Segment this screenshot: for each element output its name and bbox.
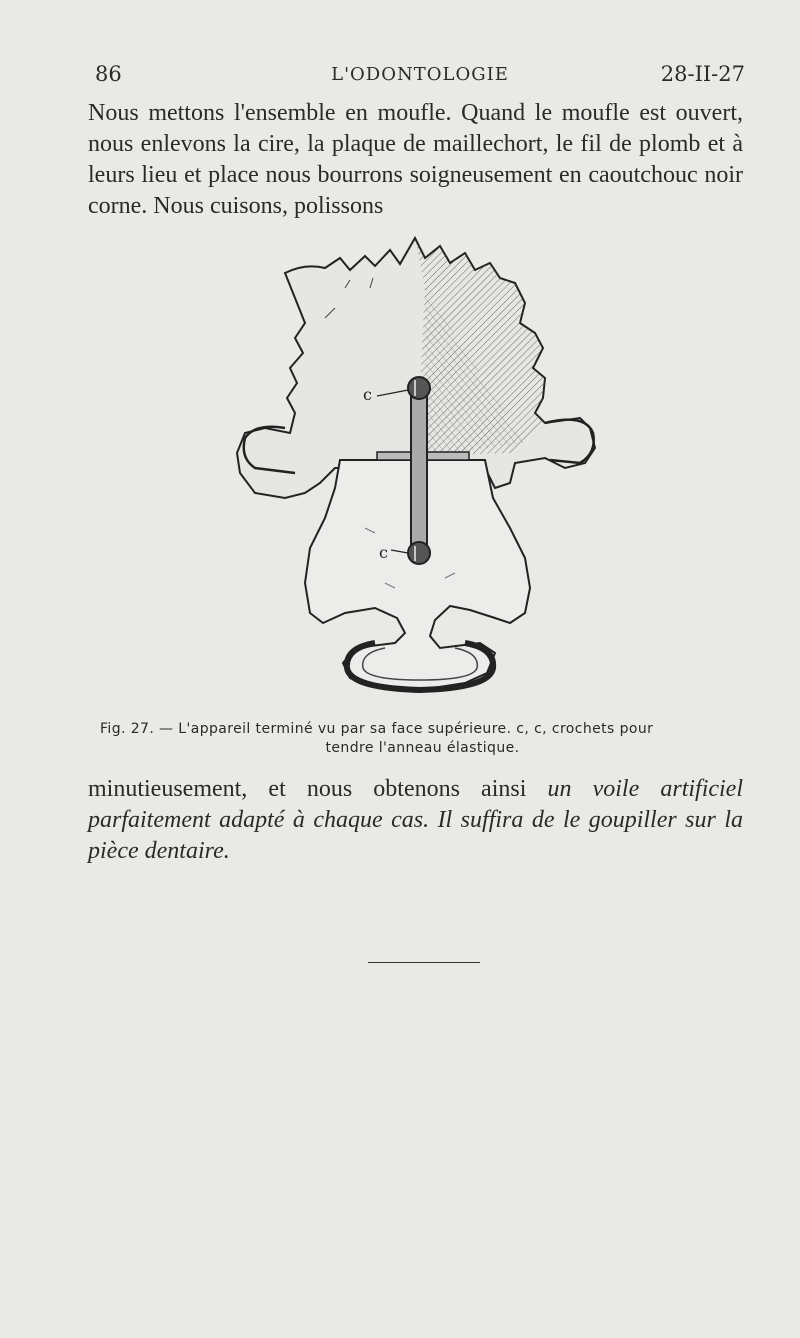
- page-number: 86: [95, 62, 122, 86]
- figure-label: Fig. 27.: [100, 721, 155, 737]
- label-c-top: c: [363, 385, 372, 404]
- running-header: [95, 62, 745, 88]
- caption-text: — L'appareil terminé vu par sa face supérieure. c, c, crochets pour: [154, 721, 654, 737]
- vertical-rod: [411, 386, 427, 554]
- journal-title: L'ODONTOLOGIE: [331, 64, 509, 85]
- figure-caption: [100, 720, 745, 758]
- paragraph-2-roman: minutieusement, et nous obtenons ainsi: [88, 776, 548, 802]
- top-hook: [408, 377, 430, 399]
- bottom-hook: [408, 542, 430, 564]
- label-c-bottom: c: [379, 543, 388, 562]
- section-rule: [368, 962, 480, 963]
- dental-appliance-drawing: [225, 228, 615, 710]
- caption-text-line2: tendre l'anneau élastique.: [325, 740, 520, 756]
- paragraph-2-italic: un voile artificiel parfaitement adapté à chaque cas. Il suffira de le goupiller sur la pièce dentaire.: [88, 776, 744, 864]
- figure-27-illustration: [225, 228, 615, 710]
- issue-date: 28-II-27: [660, 62, 745, 86]
- paragraph-1: Nous mettons l'ensemble en moufle. Quand le moufle est ouvert, nous enlevons la cire, la plaque de maillechort, le fil de plomb et à leurs lieu et place nous bourrons soigneusement en caoutchouc noir corne. Nous cuisons, polissons: [88, 100, 743, 219]
- paragraph-2: [88, 774, 743, 867]
